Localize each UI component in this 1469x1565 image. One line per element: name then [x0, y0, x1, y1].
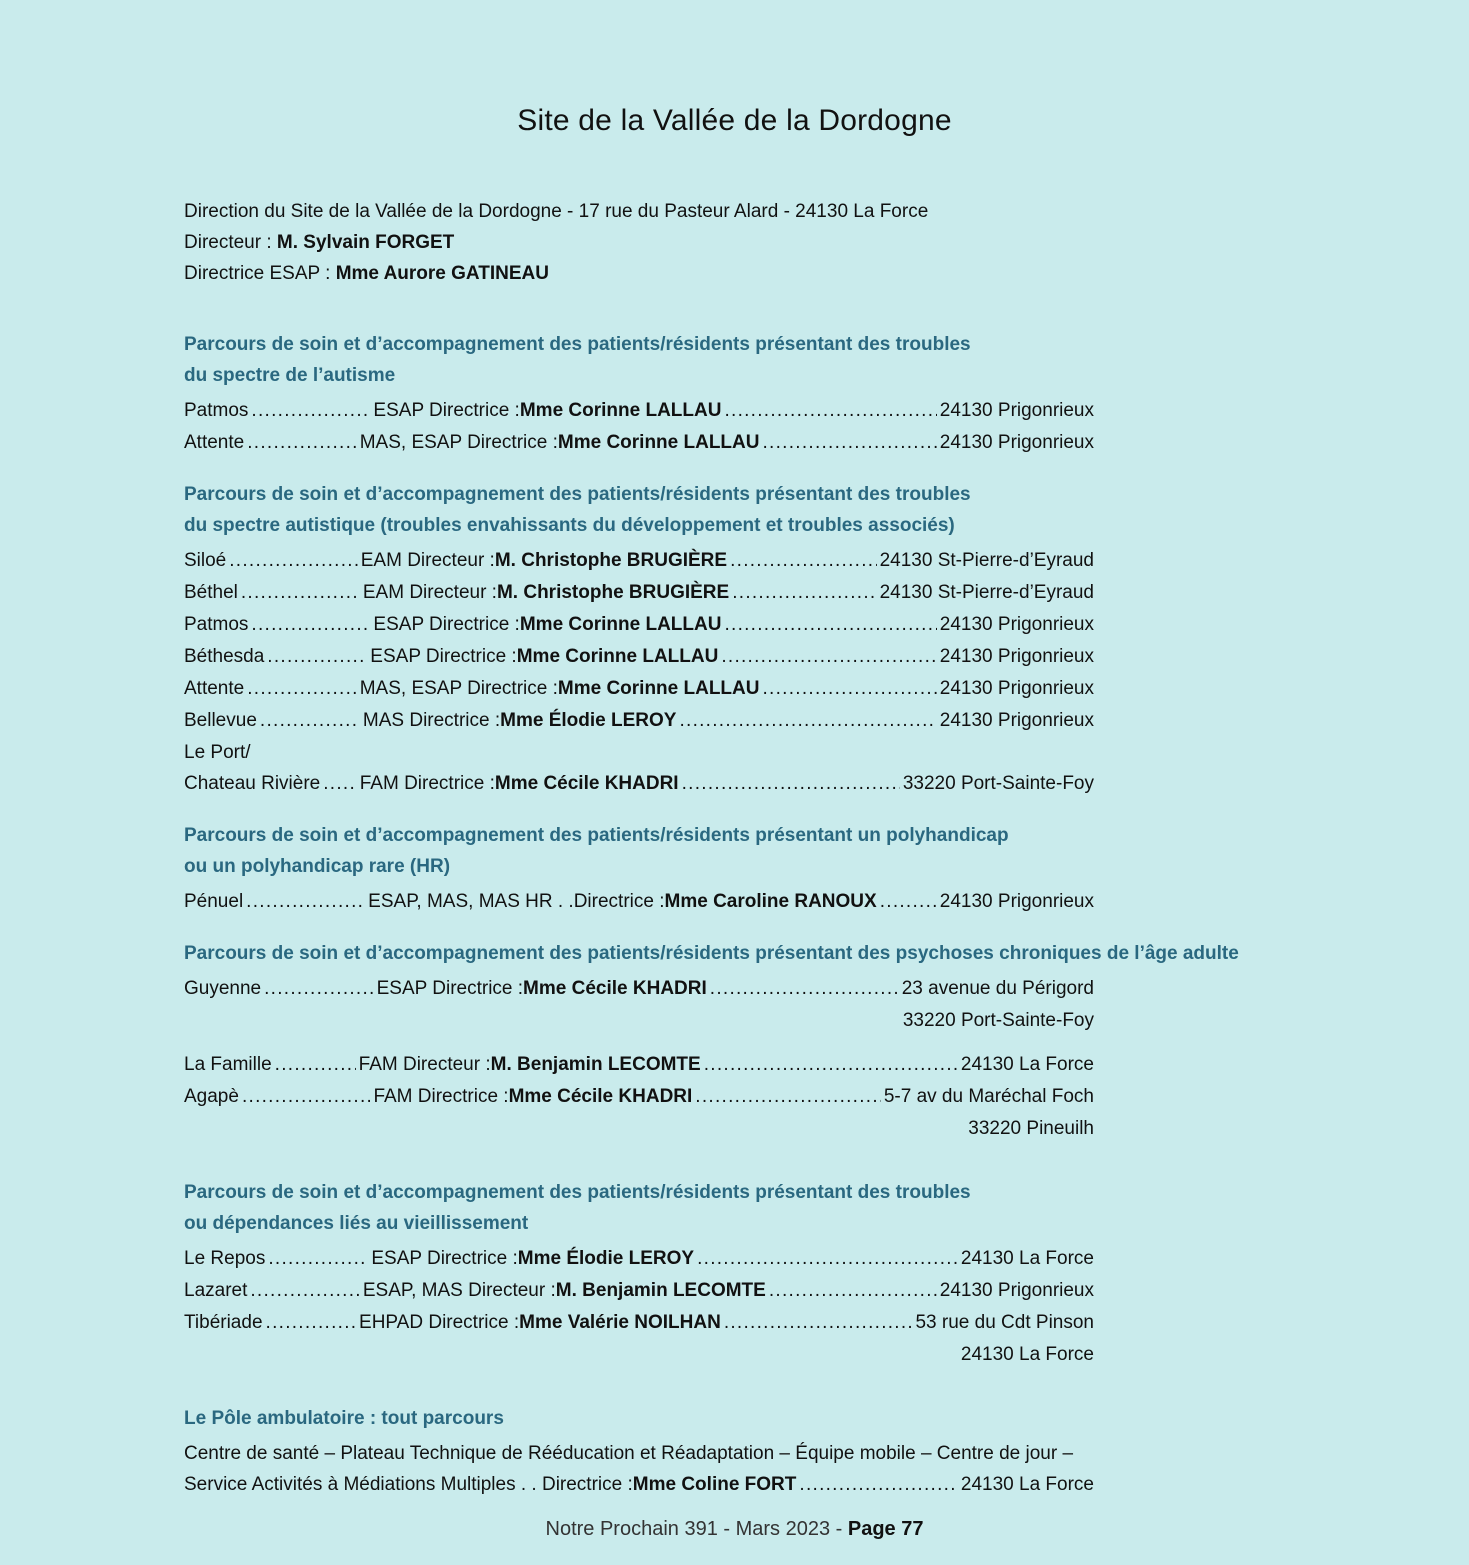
establishment-place-line2: 33220 Pineuilh	[968, 1118, 1094, 1139]
section-heading-line: ou un polyhandicap rare (HR)	[184, 856, 451, 877]
establishment-name: Attente	[184, 432, 245, 453]
establishment-director: Mme Cécile KHADRI	[508, 1086, 693, 1107]
establishment-place: 24130 Prigonrieux	[939, 432, 1094, 453]
ambulatoire-place: 24130 La Force	[960, 1474, 1094, 1495]
establishment-row	[184, 395, 1094, 427]
establishment-director: Mme Caroline RANOUX	[664, 891, 877, 912]
establishment-place: 24130 Prigonrieux	[939, 1280, 1094, 1301]
establishment-director: Mme Cécile KHADRI	[523, 978, 707, 999]
establishment-entry	[184, 1307, 1094, 1383]
ambulatoire-line2: Service Activités à Médiations Multiples . . Directrice : Mme Coline FORT . . . 24130 La Force	[184, 1469, 1094, 1501]
establishment-row	[184, 545, 1094, 577]
establishment-name: Le Repos	[184, 1248, 266, 1269]
directrice-line: Directrice ESAP : Mme Aurore GATINEAU	[184, 263, 549, 284]
establishment-director: Mme Valérie NOILHAN	[519, 1312, 721, 1333]
direction-address: Direction du Site de la Vallée de la Dordogne - 17 rue du Pasteur Alard - 24130 La Force	[184, 201, 929, 222]
establishment-role: ESAP Directrice :	[376, 978, 524, 999]
establishment-entry	[184, 577, 1094, 609]
directrice-name: Mme Aurore GATINEAU	[335, 263, 549, 284]
establishment-place: 24130 Prigonrieux	[939, 400, 1094, 421]
section-heading	[184, 329, 1094, 391]
establishment-place: 24130 La Force	[960, 1054, 1094, 1075]
section-heading-line: du spectre de l’autisme	[184, 365, 396, 386]
establishment-name-line1: Le Port/	[184, 742, 251, 763]
page-title: Site de la Vallée de la Dordogne	[517, 104, 952, 137]
establishment-entry	[184, 737, 1094, 800]
establishment-entry	[184, 395, 1094, 427]
section-heading	[184, 820, 1094, 882]
establishment-row	[184, 973, 1094, 1005]
establishment-name: Lazaret	[184, 1280, 248, 1301]
section-heading-line: Parcours de soin et d’accompagnement des patients/résidents présentant des troubles	[184, 1182, 971, 1203]
establishment-place: 24130 Prigonrieux	[939, 710, 1094, 731]
establishment-director: Mme Élodie LEROY	[517, 1248, 695, 1269]
establishment-role: ESAP Directrice :	[370, 646, 517, 667]
section	[184, 459, 1094, 800]
establishment-entry	[184, 1081, 1094, 1157]
establishment-place: 24130 St-Pierre-d’Eyraud	[879, 550, 1094, 571]
establishment-role: MAS, ESAP Directrice :	[359, 432, 558, 453]
establishment-row	[184, 1049, 1094, 1081]
establishment-row	[184, 609, 1094, 641]
establishment-role: ESAP, MAS Directeur :	[362, 1280, 556, 1301]
establishment-entry	[184, 673, 1094, 705]
establishment-place: 5-7 av du Maréchal Foch	[883, 1086, 1094, 1107]
establishment-name: Siloé	[184, 550, 227, 571]
establishment-director: Mme Corinne LALLAU	[519, 614, 722, 635]
section-heading-line: Parcours de soin et d’accompagnement des patients/résidents présentant des troubles	[184, 484, 971, 505]
establishment-name: Bellevue	[184, 710, 257, 731]
establishment-director: M. Christophe BRUGIÈRE	[494, 550, 728, 571]
establishment-name: Pénuel	[184, 891, 244, 912]
establishment-name: Patmos	[184, 614, 249, 635]
establishment-place: 53 rue du Cdt Pinson	[915, 1312, 1094, 1333]
establishment-director: Mme Corinne LALLAU	[557, 678, 760, 699]
establishment-director: Mme Corinne LALLAU	[519, 400, 722, 421]
establishment-row	[184, 768, 1094, 800]
establishment-director: Mme Élodie LEROY	[500, 710, 677, 731]
establishment-place-line2: 24130 La Force	[960, 1344, 1094, 1365]
establishment-director: M. Benjamin LECOMTE	[490, 1054, 701, 1075]
section-heading-line: du spectre autistique (troubles envahissants du développement et troubles associés)	[184, 515, 955, 536]
directeur-line: Directeur : M. Sylvain FORGET	[184, 232, 455, 253]
section-heading	[184, 479, 1094, 541]
establishment-place: 24130 Prigonrieux	[939, 614, 1094, 635]
establishment-row	[184, 673, 1094, 705]
establishment-role: EAM Directeur :	[362, 582, 497, 603]
establishment-row	[184, 705, 1094, 737]
section	[184, 918, 1239, 1157]
establishment-entry	[184, 886, 1094, 918]
section	[184, 800, 1094, 918]
establishment-entry	[184, 609, 1094, 641]
establishment-role: ESAP Directrice :	[371, 1248, 518, 1269]
establishment-place: 24130 Prigonrieux	[939, 891, 1094, 912]
establishment-place: 33220 Port-Sainte-Foy	[902, 773, 1094, 794]
establishment-row	[184, 886, 1094, 918]
ambulatoire-person: Mme Coline FORT	[632, 1474, 797, 1495]
establishment-director: Mme Corinne LALLAU	[516, 646, 719, 667]
establishment-role: ESAP Directrice :	[373, 400, 520, 421]
section-heading-line: Parcours de soin et d’accompagnement des patients/résidents présentant des psychoses chroniques de l’âge adulte	[184, 943, 1239, 964]
section	[184, 329, 1094, 459]
establishment-role: ESAP, MAS, MAS HR . .Directrice :	[368, 891, 665, 912]
establishment-role: FAM Directrice :	[373, 1086, 509, 1107]
section-heading-line: ou dépendances liés au vieillissement	[184, 1213, 529, 1234]
establishment-name: Attente	[184, 678, 245, 699]
establishment-place: 24130 La Force	[960, 1248, 1094, 1269]
sections-list	[184, 329, 1239, 1383]
ambulatoire-line1: Centre de santé – Plateau Technique de Rééducation et Réadaptation – Équipe mobile – Centre de jour –	[184, 1443, 1074, 1464]
establishment-name: Chateau Rivière	[184, 773, 321, 794]
establishment-role: EHPAD Directrice :	[359, 1312, 520, 1333]
establishment-director: M. Benjamin LECOMTE	[555, 1280, 766, 1301]
establishment-entry	[184, 705, 1094, 737]
establishment-entry	[184, 545, 1094, 577]
establishment-row	[184, 577, 1094, 609]
establishment-name: La Famille	[184, 1054, 272, 1075]
establishment-row	[184, 1243, 1094, 1275]
establishment-director: M. Christophe BRUGIÈRE	[496, 582, 730, 603]
section-heading	[184, 938, 1239, 969]
establishment-director: Mme Cécile KHADRI	[494, 773, 679, 794]
ambulatoire-heading: Le Pôle ambulatoire : tout parcours	[184, 1408, 504, 1429]
establishment-name: Guyenne	[184, 978, 262, 999]
establishment-role: MAS, ESAP Directrice :	[359, 678, 558, 699]
directeur-name: M. Sylvain FORGET	[276, 232, 455, 253]
establishment-entry	[184, 1049, 1094, 1081]
section-heading-line: Parcours de soin et d’accompagnement des patients/résidents présentant un polyhandicap	[184, 825, 1009, 846]
establishment-role: MAS Directrice :	[362, 710, 501, 731]
establishment-place: 24130 Prigonrieux	[939, 646, 1094, 667]
establishment-place: 24130 St-Pierre-d’Eyraud	[879, 582, 1094, 603]
establishment-row	[184, 1081, 1094, 1113]
establishment-place: 23 avenue du Périgord	[901, 978, 1094, 999]
establishment-name: Béthel	[184, 582, 238, 603]
establishment-entry	[184, 973, 1094, 1049]
content	[184, 196, 1239, 1501]
establishment-director: Mme Corinne LALLAU	[557, 432, 760, 453]
establishment-name: Agapè	[184, 1086, 239, 1107]
page-footer: Notre Prochain 391 - Mars 2023 - Page 77	[545, 1518, 924, 1540]
establishment-row	[184, 1307, 1094, 1339]
establishment-place: 24130 Prigonrieux	[939, 678, 1094, 699]
establishment-row	[184, 427, 1094, 459]
section-heading	[184, 1177, 1094, 1239]
establishment-row	[184, 1275, 1094, 1307]
section-heading-line: Parcours de soin et d’accompagnement des patients/résidents présentant des troubles	[184, 334, 971, 355]
establishment-entry	[184, 1243, 1094, 1275]
establishment-role: EAM Directeur :	[360, 550, 495, 571]
establishment-role: ESAP Directrice :	[373, 614, 520, 635]
establishment-name: Béthesda	[184, 646, 265, 667]
page-number: Page 77	[847, 1518, 924, 1540]
establishment-role: FAM Directrice :	[359, 773, 495, 794]
section	[184, 1157, 1094, 1383]
establishment-entry	[184, 1275, 1094, 1307]
establishment-place-line2: 33220 Port-Sainte-Foy	[902, 1010, 1094, 1031]
establishment-name: Tibériade	[184, 1312, 263, 1333]
establishment-role: FAM Directeur :	[358, 1054, 491, 1075]
establishment-entry	[184, 641, 1094, 673]
establishment-row	[184, 641, 1094, 673]
establishment-entry	[184, 427, 1094, 459]
establishment-name: Patmos	[184, 400, 249, 421]
